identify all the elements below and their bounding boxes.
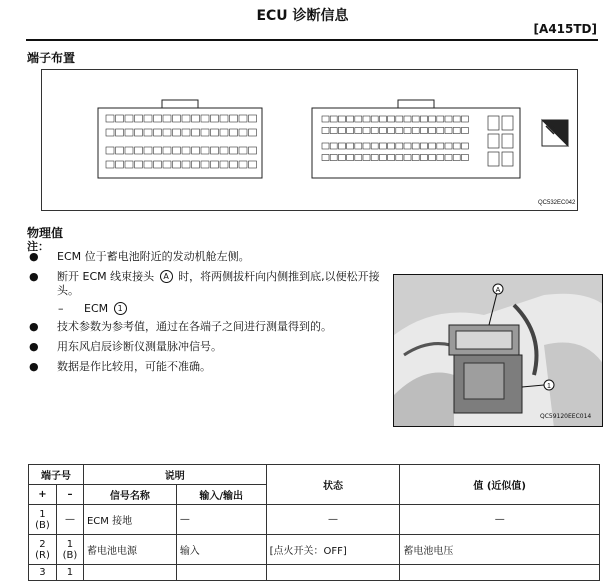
connector-pin bbox=[163, 147, 171, 154]
cell-value: 蓄电池电压 bbox=[400, 535, 600, 565]
connector-pin bbox=[388, 116, 395, 122]
cell-io: — bbox=[176, 505, 266, 535]
header-desc: 说明 bbox=[83, 465, 266, 485]
cell-state: — bbox=[266, 505, 400, 535]
connector-pin bbox=[371, 143, 378, 149]
connector-pin bbox=[220, 161, 228, 168]
connector-pin bbox=[192, 115, 200, 122]
terminal-table bbox=[28, 464, 600, 581]
engine-bay-illustration bbox=[394, 275, 603, 427]
header-terminal: 端子号 bbox=[29, 465, 84, 485]
connector-pin bbox=[412, 155, 419, 161]
page-title: ECU 诊断信息 bbox=[256, 8, 349, 24]
connector-pin bbox=[116, 115, 124, 122]
connector-pin bbox=[135, 129, 143, 136]
photo-label-1: 1 bbox=[547, 383, 551, 390]
connector-pin bbox=[453, 128, 460, 134]
connector-pin bbox=[144, 161, 152, 168]
connector-pin bbox=[453, 116, 460, 122]
connector-pin bbox=[144, 147, 152, 154]
cell-state bbox=[266, 565, 400, 581]
cell-signal: 蓄电池电源 bbox=[83, 535, 176, 565]
connector-pin bbox=[502, 152, 513, 166]
connector-pin bbox=[116, 129, 124, 136]
connector-pin bbox=[135, 115, 143, 122]
connector-pin bbox=[239, 115, 247, 122]
connector-pin bbox=[461, 143, 468, 149]
header-rule bbox=[26, 39, 598, 41]
connector-pin bbox=[125, 115, 133, 122]
connector-pin bbox=[347, 128, 354, 134]
connector-pin bbox=[396, 128, 403, 134]
ecm-unit bbox=[449, 325, 522, 413]
connector-pin bbox=[182, 115, 190, 122]
connector-pin bbox=[396, 155, 403, 161]
connector-pin bbox=[220, 115, 228, 122]
connector-pin bbox=[322, 155, 329, 161]
ts-label: T.S. bbox=[548, 139, 562, 146]
sub-item: – ECM 1 bbox=[27, 302, 392, 316]
connector-pin bbox=[502, 116, 513, 130]
connector-pin bbox=[211, 115, 219, 122]
connector-pin bbox=[404, 155, 411, 161]
list-item: ● 断开 ECM 线束接头 A 时，将两侧拔杆向内侧推到底,以便松开接头。 bbox=[29, 270, 380, 297]
connector-pin bbox=[404, 143, 411, 149]
connector-pin bbox=[371, 116, 378, 122]
connector-pin bbox=[106, 161, 114, 168]
connector-pin bbox=[445, 143, 452, 149]
connector-pin bbox=[163, 161, 171, 168]
connector-pin bbox=[125, 161, 133, 168]
connector-pin bbox=[338, 116, 345, 122]
connector-pin bbox=[106, 147, 114, 154]
cell-signal bbox=[83, 565, 176, 581]
connector-pin bbox=[379, 155, 386, 161]
connector-pin bbox=[363, 128, 370, 134]
connector-pin bbox=[201, 129, 209, 136]
connector-pin bbox=[453, 143, 460, 149]
connector-pin bbox=[116, 161, 124, 168]
cell-plus: 1 (B) bbox=[29, 505, 57, 535]
ecm-location-photo bbox=[393, 274, 603, 427]
connector-pin bbox=[249, 147, 257, 154]
connector-pin bbox=[144, 115, 152, 122]
connector-pin bbox=[330, 128, 337, 134]
connector-pin bbox=[239, 147, 247, 154]
physical-values-heading: 物理值 bbox=[27, 226, 64, 240]
connector-pin bbox=[338, 143, 345, 149]
connector-pin bbox=[182, 161, 190, 168]
connector-pin bbox=[249, 129, 257, 136]
connector-pin bbox=[379, 143, 386, 149]
photo-label-a: A bbox=[495, 287, 501, 294]
connector-pin bbox=[445, 116, 452, 122]
marker-a-icon: A bbox=[160, 270, 173, 283]
cell-state: [点火开关：OFF] bbox=[266, 535, 400, 565]
connector-pin bbox=[211, 147, 219, 154]
connector-pin bbox=[163, 115, 171, 122]
connector-pin bbox=[135, 147, 143, 154]
connector-pin bbox=[220, 129, 228, 136]
connector-pin bbox=[363, 116, 370, 122]
header-value: 值 (近似值) bbox=[400, 465, 600, 505]
connector-pin bbox=[429, 143, 436, 149]
header-state: 状态 bbox=[266, 465, 400, 505]
connector-pin bbox=[144, 129, 152, 136]
connector-pin bbox=[388, 128, 395, 134]
connector-pin bbox=[211, 129, 219, 136]
connector-pin bbox=[429, 155, 436, 161]
bullet-icon: ● bbox=[29, 320, 39, 333]
connector-pin bbox=[453, 155, 460, 161]
figure-code: QC532EC042 bbox=[538, 200, 576, 206]
connector-pin bbox=[488, 152, 499, 166]
connector-pin bbox=[182, 147, 190, 154]
cell-minus: — bbox=[56, 505, 83, 535]
connector-pin bbox=[239, 129, 247, 136]
connector-pin bbox=[249, 115, 257, 122]
connector-pin bbox=[322, 128, 329, 134]
terminal-layout-figure bbox=[41, 69, 578, 211]
connector-pin bbox=[404, 116, 411, 122]
connector-pin bbox=[230, 147, 238, 154]
table-row bbox=[29, 505, 600, 535]
connector-pin bbox=[420, 155, 427, 161]
connector-pin bbox=[249, 161, 257, 168]
connector-pin bbox=[192, 161, 200, 168]
photo-code: QC59120EEC014 bbox=[540, 413, 592, 420]
dash-icon: – bbox=[58, 302, 64, 315]
bullet-icon: ● bbox=[29, 360, 39, 373]
note-label: 注： bbox=[27, 240, 49, 253]
connector-pin bbox=[429, 128, 436, 134]
header-minus: – bbox=[56, 485, 83, 505]
list-item: ● 技术参数为参考值，通过在各端子之间进行测量得到的。 bbox=[29, 320, 332, 333]
connector-pin bbox=[488, 116, 499, 130]
connector-pin bbox=[420, 116, 427, 122]
connector-pin bbox=[154, 129, 162, 136]
connector-pin bbox=[201, 147, 209, 154]
connector-pin bbox=[182, 129, 190, 136]
connector-pin bbox=[412, 128, 419, 134]
connector-pin bbox=[488, 134, 499, 148]
header-io: 输入/输出 bbox=[176, 485, 266, 505]
connector-pin bbox=[125, 147, 133, 154]
connector-pin bbox=[230, 115, 238, 122]
connector-pin bbox=[429, 116, 436, 122]
connector-pin bbox=[192, 129, 200, 136]
connector-pin bbox=[125, 129, 133, 136]
connector-pin bbox=[412, 116, 419, 122]
connector-pin bbox=[330, 155, 337, 161]
cell-value: — bbox=[400, 505, 600, 535]
cell-minus: 1 bbox=[56, 565, 83, 581]
connector-pin bbox=[330, 143, 337, 149]
connector-pin bbox=[192, 147, 200, 154]
connector-pin bbox=[371, 155, 378, 161]
connector-pin bbox=[396, 143, 403, 149]
cell-plus: 3 bbox=[29, 565, 57, 581]
connector-pin bbox=[461, 155, 468, 161]
connector-pin bbox=[330, 116, 337, 122]
list-item: ● ECM 位于蓄电池附近的发动机舱左侧。 bbox=[29, 250, 250, 263]
connector-pin bbox=[116, 147, 124, 154]
ts-icon bbox=[542, 120, 568, 146]
connector-pin bbox=[388, 155, 395, 161]
connector-pin bbox=[355, 155, 362, 161]
marker-1-icon: 1 bbox=[114, 302, 127, 315]
cell-io: 输入 bbox=[176, 535, 266, 565]
connector-pin bbox=[239, 161, 247, 168]
connector-pin bbox=[437, 143, 444, 149]
connector-pin bbox=[420, 128, 427, 134]
connector-pin bbox=[355, 128, 362, 134]
header-plus: + bbox=[29, 485, 57, 505]
connector-pin bbox=[154, 161, 162, 168]
terminal-layout-heading: 端子布置 bbox=[27, 51, 76, 65]
connector-pin bbox=[355, 116, 362, 122]
connector-pin bbox=[230, 129, 238, 136]
connector-pin bbox=[445, 128, 452, 134]
connector-pin bbox=[461, 116, 468, 122]
connector-pin bbox=[154, 147, 162, 154]
connector-pin bbox=[322, 116, 329, 122]
list-item: ● 数据是作比较用，可能不准确。 bbox=[29, 360, 211, 373]
connector-pin bbox=[379, 128, 386, 134]
note-list bbox=[27, 250, 392, 380]
connector-pin bbox=[347, 155, 354, 161]
connector-pin bbox=[163, 129, 171, 136]
connector-pin bbox=[154, 115, 162, 122]
connector-pin bbox=[201, 115, 209, 122]
bullet-icon: ● bbox=[29, 340, 39, 353]
left-connector-pins bbox=[106, 115, 257, 168]
connector-pin bbox=[338, 128, 345, 134]
connector-pin bbox=[371, 128, 378, 134]
connector-pin bbox=[437, 116, 444, 122]
connector-pin bbox=[355, 143, 362, 149]
connector-pin bbox=[437, 155, 444, 161]
cell-io bbox=[176, 565, 266, 581]
cell-minus: 1 (B) bbox=[56, 535, 83, 565]
bullet-icon: ● bbox=[29, 270, 39, 283]
connector-pin bbox=[106, 129, 114, 136]
connector-pin bbox=[347, 116, 354, 122]
connector-pin bbox=[201, 161, 209, 168]
connector-pin bbox=[461, 128, 468, 134]
connector-pin bbox=[173, 161, 181, 168]
connector-pin bbox=[338, 155, 345, 161]
connector-pin bbox=[230, 161, 238, 168]
connector-pin bbox=[420, 143, 427, 149]
cell-signal: ECM 接地 bbox=[83, 505, 176, 535]
connector-pin bbox=[502, 134, 513, 148]
connector-pin bbox=[363, 143, 370, 149]
connector-pin bbox=[412, 143, 419, 149]
connector-pin bbox=[135, 161, 143, 168]
connector-pin bbox=[322, 143, 329, 149]
cell-value bbox=[400, 565, 600, 581]
bullet-icon: ● bbox=[29, 250, 39, 263]
connector-pin bbox=[220, 147, 228, 154]
connector-pin bbox=[211, 161, 219, 168]
connector-pin bbox=[173, 147, 181, 154]
section-code: [A415TD] bbox=[533, 22, 597, 36]
right-connector-pins bbox=[322, 116, 513, 166]
list-item: ● 用东风启辰诊断仪测量脉冲信号。 bbox=[29, 340, 222, 353]
connector-pin bbox=[347, 143, 354, 149]
cell-plus: 2 (R) bbox=[29, 535, 57, 565]
connector-pin bbox=[388, 143, 395, 149]
connector-pin bbox=[173, 129, 181, 136]
connector-pin bbox=[404, 128, 411, 134]
header-signal: 信号名称 bbox=[83, 485, 176, 505]
connector-pin bbox=[396, 116, 403, 122]
connector-pin bbox=[379, 116, 386, 122]
connector-pin bbox=[363, 155, 370, 161]
connector-pin bbox=[173, 115, 181, 122]
connector-pin bbox=[445, 155, 452, 161]
connector-pin bbox=[106, 115, 114, 122]
table-row bbox=[29, 535, 600, 565]
table-row bbox=[29, 565, 600, 581]
connector-diagram bbox=[42, 70, 579, 212]
connector-pin bbox=[437, 128, 444, 134]
